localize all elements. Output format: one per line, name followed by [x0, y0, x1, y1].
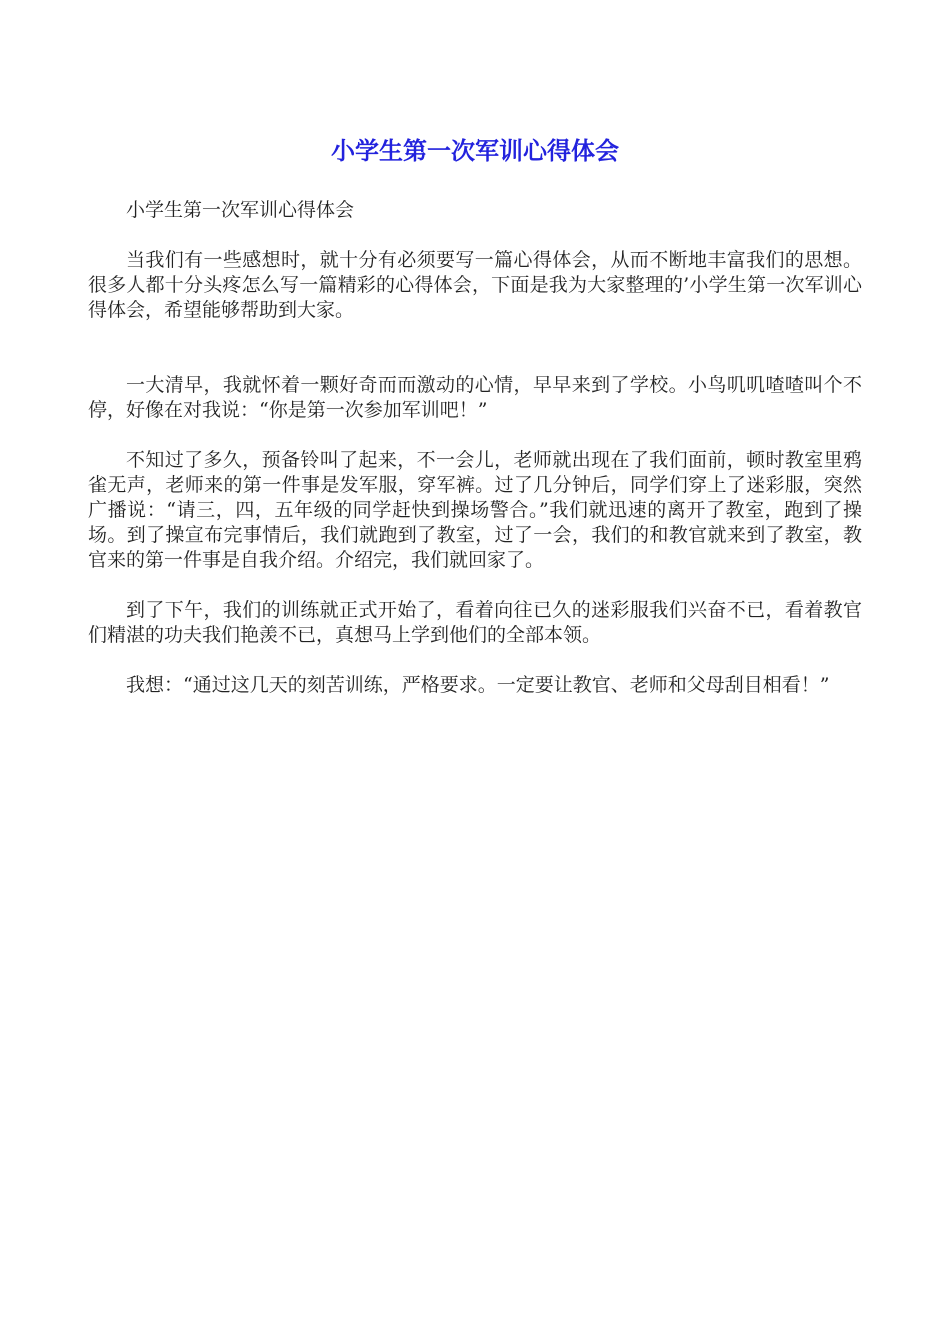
paragraph-classroom: 不知过了多久，预备铃叫了起来，不一会儿，老师就出现在了我们面前，顿时教室里鸦雀无声，老师来的第一件事是发军服，穿军裤。过了几分钟后，同学们穿上了迷彩服，突然广播说：“请三，四，五年级的同学赶快到操场警合。”我们就迅速的离开了教室，跑到了操场。到了操宣布完事情后，我们就跑到了教室，过了一会，我们的和教官就来到了教室，教官来的第一件事是自我介绍。介绍完，我们就回家了。: [88, 449, 862, 571]
document-title: 小学生第一次军训心得体会: [331, 137, 619, 165]
document-subtitle: 小学生第一次军训心得体会: [126, 199, 355, 221]
paragraph-afternoon: 到了下午，我们的训练就正式开始了，看着向往已久的迷彩服我们兴奋不已，看着教官们精湛的功夫我们艳羡不已，真想马上学到他们的全部本领。: [88, 599, 862, 646]
paragraph-intro: 当我们有一些感想时，就十分有必须要写一篇心得体会，从而不断地丰富我们的思想。很多人都十分头疼怎么写一篇精彩的心得体会，下面是我为大家整理的’小学生第一次军训心得体会，希望能够帮助到大家。: [88, 249, 862, 321]
document-body: [88, 198, 862, 723]
paragraph-resolution: 我想：“通过这几天的刻苦训练，严格要求。一定要让教官、老师和父母刮目相看！”: [126, 674, 830, 696]
paragraph-morning: 一大清早，我就怀着一颗好奇而而激动的心情，早早来到了学校。小鸟叽叽喳喳叫个不停，好像在对我说：“你是第一次参加军训吧！”: [88, 374, 862, 421]
